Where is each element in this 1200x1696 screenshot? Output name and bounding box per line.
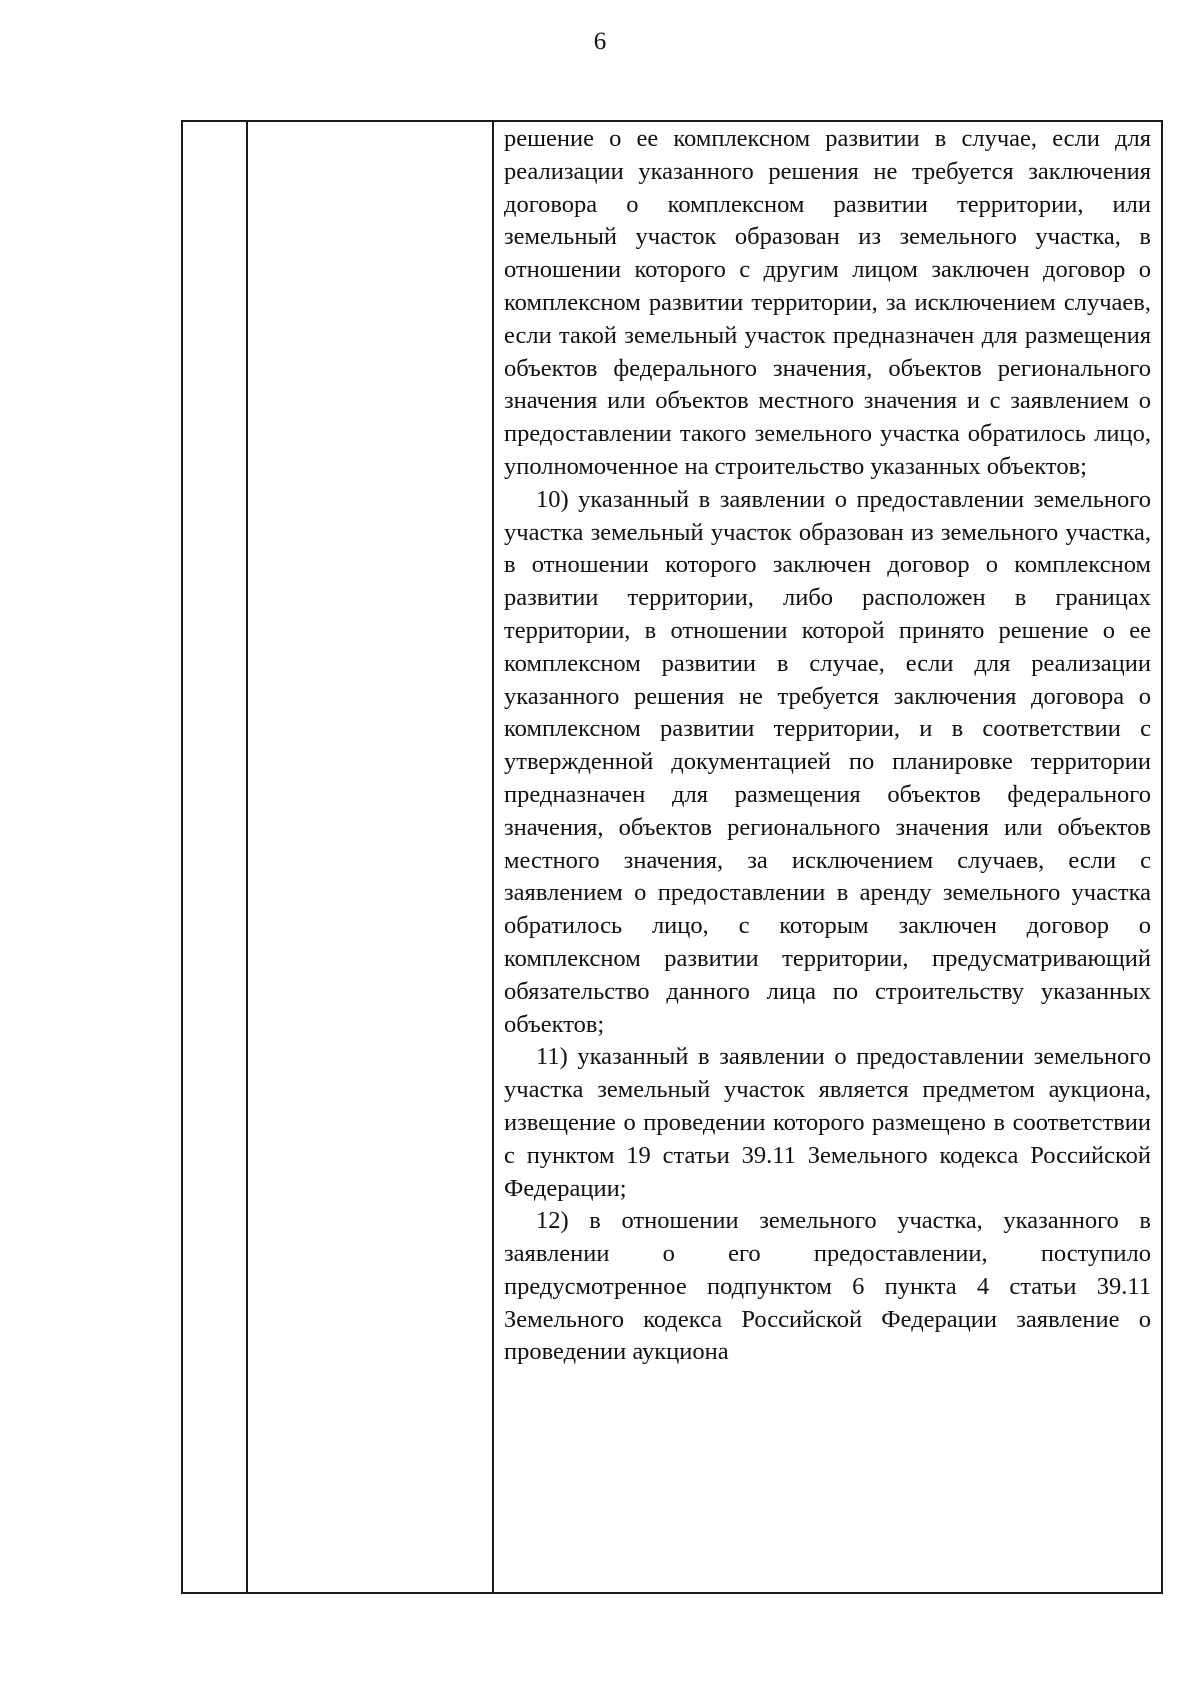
paragraph-item-11: 11) указанный в заявлении о предоставлении земельного участка земельный участок является предметом аукциона, извещение о проведении которого размещено в соответствии с пунктом 19 статьи 39.11 Земельного кодекса Российской Федерации; [504,1043,1151,1202]
document-table [181,120,1163,1594]
table-column-text [494,122,1161,1592]
page-number: 6 [593,28,607,55]
table-column-number [183,122,248,1592]
table-column-title [248,122,494,1592]
paragraph-item-12: 12) в отношении земельного участка, указанного в заявлении о его предоставлении, поступило предусмотренное подпунктом 6 пункта 4 статьи 39.11 Земельного кодекса Российской Федерации заявление о проведении аукциона [504,1207,1151,1366]
paragraph-continuation: решение о ее комплексном развитии в случае, если для реализации указанного решения не требуется заключения договора о комплексном развитии территории, или земельный участок образован из земельного участка, в отношении которого с другим лицом заключен договор о комплексном развитии территории, за исключением случаев, если такой земельный участок предназначен для размещения объектов федерального значения, объектов регионального значения или объектов местного значения и с заявлением о предоставлении такого земельного участка обратилось лицо, уполномоченное на строительство указанных объектов; [504,125,1151,480]
paragraph-item-10: 10) указанный в заявлении о предоставлении земельного участка земельный участок образован из земельного участка, в отношении которого заключен договор о комплексном развитии территории, либо расположен в границах территории, в отношении которой принято решение о ее комплексном развитии в случае, если для реализации указанного решения не требуется заключения договора о комплексном развитии территории, и в соответствии с утвержденной документацией по планировке территории предназначен для размещения объектов федерального значения, объектов регионального значения или объектов местного значения, за исключением случаев, если с заявлением о предоставлении в аренду земельного участка обратилось лицо, с которым заключен договор о комплексном развитии территории, предусматривающий обязательство данного лица по строительству указанных объектов; [504,485,1151,1038]
